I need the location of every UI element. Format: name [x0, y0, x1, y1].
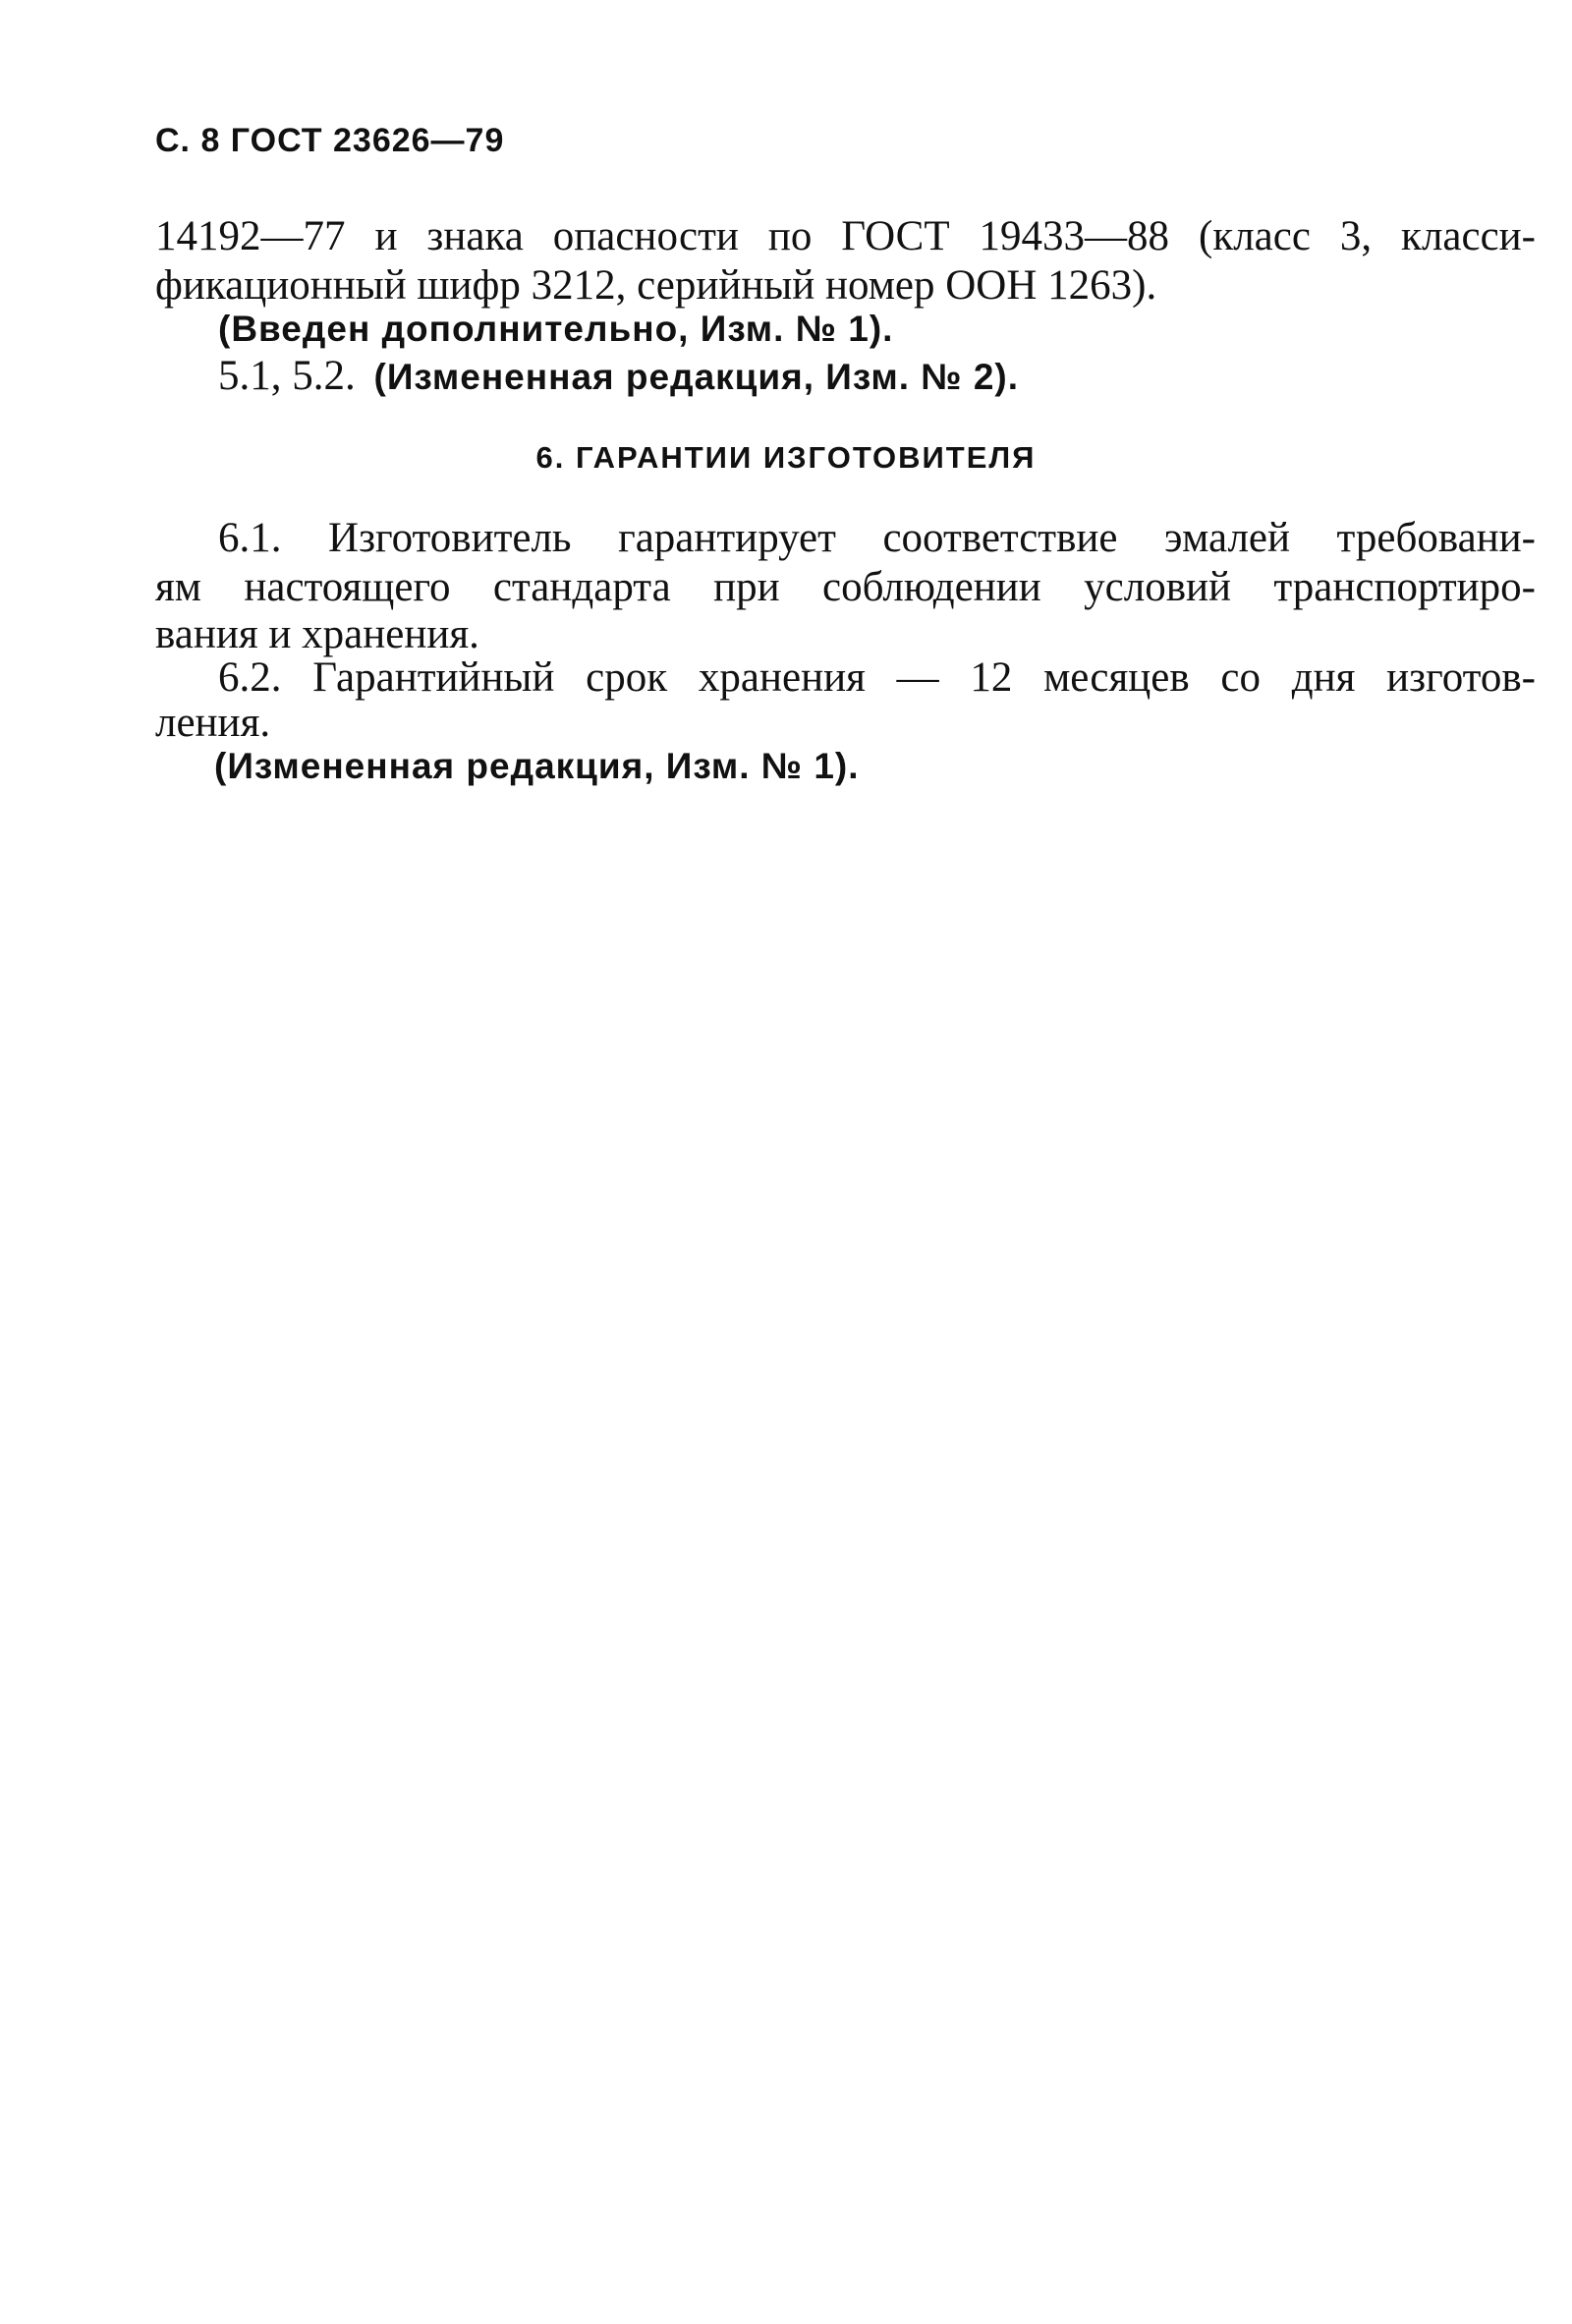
clause-6-1-line-1: 6.1. Изготовитель гарантирует соответствие эмалей требовани- — [218, 515, 1536, 561]
amendment-note-revised-2: (Измененная редакция, Изм. № 2). — [373, 357, 1020, 397]
clause-6-1-line-2: ям настоящего стандарта при соблюдении условий транспортиро- — [155, 564, 1536, 610]
page-header: С. 8 ГОСТ 23626—79 — [155, 122, 505, 159]
amendment-note-revised-1: (Измененная редакция, Изм. № 1). — [214, 746, 860, 786]
amendment-note-added: (Введен дополнительно, Изм. № 1). — [218, 309, 894, 349]
clause-6-2-line-2: ления. — [155, 700, 271, 746]
clause-6-1-line-3: вания и хранения. — [155, 611, 479, 657]
section5-text-line-1: 14192—77 и знака опасности по ГОСТ 19433—88 (класс 3, класси- — [155, 213, 1536, 259]
amendment-line — [218, 352, 1019, 402]
clause-6-2-line-1: 6.2. Гарантийный срок хранения — 12 месяцев со дня изготов- — [218, 654, 1536, 701]
section-heading: 6. ГАРАНТИИ ИЗГОТОВИТЕЛЯ — [535, 440, 1037, 475]
section5-text-line-2: фикационный шифр 3212, серийный номер ООН 1263). — [155, 262, 1157, 309]
clause-refs: 5.1, 5.2. — [218, 353, 356, 399]
